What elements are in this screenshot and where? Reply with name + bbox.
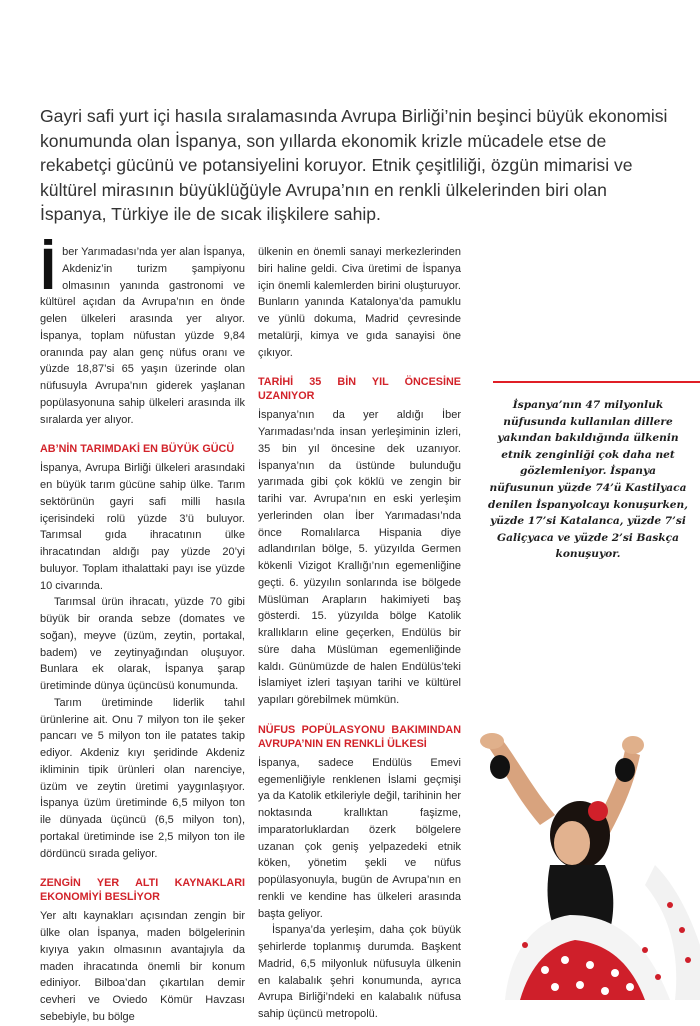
col1-paragraph-2: İspanya, Avrupa Birliği ülkeleri arasındaki en büyük tarım gücüne sahip ülke. Tarım sektörünün gayri safi milli hasıla içerisindeki rolü yüzde 3’ü buluyor. Tarımsal gıda ihracatının ülke ihracatından aldığı pay yüzde 20’yi buluyor. Toplam ithalattaki payı ise yüzde 10 civarında. — [40, 462, 245, 592]
quote-divider — [493, 381, 700, 383]
pull-quote: İspanya’nın 47 milyonluk nüfusunda kullanılan dillere yakından bakıldığında ülkenin etnik zenginliği çok daha net gözlemleniyor. İspanya nüfusunun yüzde 74’ü Kastilyaca denilen İspanyolcayı konuşurken, yüzde 17’si Katalanca, yüzde 7’si Galiçyaca ve yüzde 2’si Baskça konuşuyor. — [488, 399, 688, 561]
col1-paragraph-4: Tarım üretiminde liderlik tahıl ürünlerine ait. Onu 7 milyon ton ile şeker pancarı ve 5 milyon ton ile patates takip ediyor. Akdeniz kıyı şeridinde Akdeniz ikliminin tipik ürünleri olan narenciye, üzüm ve zeytin üretimi yaygınlaşıyor. İspanya üzüm üretiminde 6,5 milyon ton ile dünyada üçüncü (6,5 milyon ton), portakal üretiminde ise 2,5 milyon ton ile dördüncü sırada geliyor. — [40, 696, 245, 860]
article-column-1 — [40, 237, 245, 1026]
col1-paragraph-5: Yer altı kaynakları açısından zengin bir ülke olan İspanya, maden bölgelerinin kıyıya yakın olmasının avantajıyla da maden ihracatında önemli bir konum ediniyor. Bilboa’dan çıkartılan demir cevheri ve Oviedo Kömür Havzası sebebiyle, bu bölge — [40, 910, 245, 1023]
section-heading-resources: ZENGİN YER ALTI KAYNAKLARI EKONOMİYİ BESLİYOR — [40, 877, 245, 904]
col2-paragraph-1: ülkenin en önemli sanayi merkezlerinden biri haline geldi. Civa üretimi de İspanya için önemli kalemlerden birini oluşturuyor. Bunların yanında Katalonya’da pamuklu ve yünlü dokuma, Madrid çevresinde metalürji, kimya ve gıda sanayisi öne çıkıyor. — [258, 246, 461, 359]
col2-paragraph-2: İspanya’nın da yer aldığı İber Yarımadası’nda insan yerleşiminin izleri, 35 bin yıl öncesine dek uzanıyor. İspanya’nın da üstünde bulunduğu yarımada gibi çok köklü ve zengin bir tarihi var. Avrupa’nın en eski yerleşim yerlerinden olan İber Yarımadası’nda önce Romalılarca Hispania diye adlandırılan bölge, 5. yüzyılda Germen kökenli Vizigot Krallığı’nın egemenliğine geçti. 6. yüzyılın sonlarında ise bölgede Müslüman Arapların hakimiyeti baş gösterdi. 15. yüzyılda bölge Katolik krallıkların eline geçerken, Endülüs bir süre daha Müslüman egemenliğinde kaldı. Günümüzde de halen Endülüs’teki İslamiyet izleri taşıyan tarihi ve kültürel yapıları görebilmek mümkün. — [258, 409, 461, 706]
section-heading-agriculture: AB’NİN TARIMDAKİ EN BÜYÜK GÜCÜ — [40, 443, 235, 456]
col2-paragraph-3: İspanya, sadece Endülüs Emevi egemenliğiyle renklenen İslami geçmişi ya da Katolik etkileriyle değil, tarihinin her noktasında krallıktan faşizme, imparatorluklardan özerk bölgelere uzanan çok geniş yelpazedeki etnik köken, yönetim şekli ve nüfus popülasyonuyla, bugün de Avrupa’nın en renkli ve kendine has ülkeleri arasında başta geliyor. — [258, 756, 461, 920]
section-heading-population: NÜFUS POPÜLASYONU BAKIMINDAN AVRUPA’NIN EN RENKLİ ÜLKESİ — [258, 723, 461, 750]
flamenco-dancer-photo — [430, 715, 700, 1000]
intro-paragraph: Gayri safi yurt içi hasıla sıralamasında Avrupa Birliği’nin beşinci büyük ekonomisi konumunda olan İspanya, son yıllarda ekonomik krizle mücadele etse de rekabetçi gücünü ve potansiyelini koruyor. Etnik çeşitliliği, özgün mimarisi ve kültürel mirasının büyüklüğüyle Avrupa’nın en renkli ülkelerinden biri olan İspanya, Türkiye ile de sıcak ilişkilere sahip. — [40, 106, 668, 224]
section-heading-history: TARİHİ 35 BİN YIL ÖNCESİNE UZANIYOR — [258, 376, 461, 403]
col1-paragraph-1: ber Yarımadası’nda yer alan İspanya, Akdeniz’in turizm şampiyonu olmasının yanında gastronomi ve kültürel açıdan da Avrupa’nın en önde gelen ülkeleri arasında yer alıyor. İspanya, toplam nüfustan yüzde 9,84 oranında pay alan genç nüfus oranı ve yüzde 18,87’si 65 yaşın üzerinde olan nüfusuyla Avrupa’nın giderek yaşlanan popülasyonuna sahip ülkeleri arasında ilk sıralarda yer alıyor. — [40, 246, 245, 426]
drop-cap: İ — [40, 237, 57, 302]
col1-paragraph-3: Tarımsal ürün ihracatı, yüzde 70 gibi büyük bir oranda sebze (domates ve soğan), meyve (üzüm, zeytin, portakal, badem) ve zeytinyağından oluşuyor. Bunlara ek olarak, İspanya şarap üretiminde dünya üçüncüsü konumunda. — [40, 596, 245, 692]
col2-paragraph-4: İspanya’da yerleşim, daha çok büyük şehirlerde toplanmış durumda. Başkent Madrid, 6,5 milyonluk nüfusuyla ülkenin en kalabalık şehri konumunda, ayrıca Avrupa Birliği’ndeki en kalabalık nüfusa sahip üçüncü metropolü. — [258, 924, 461, 1020]
